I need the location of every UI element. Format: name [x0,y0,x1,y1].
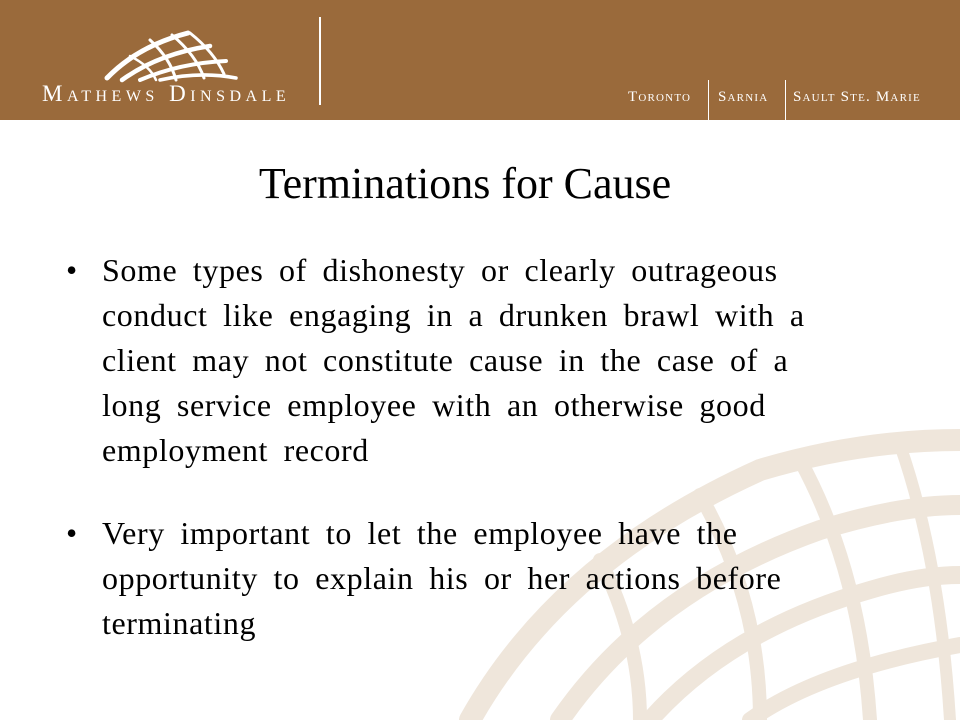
location-separator [785,80,786,120]
brand-name: Mathews Dinsdale [42,81,291,106]
bullet-dot-icon: • [66,252,78,288]
bullet-dot-icon: • [66,515,78,551]
bullet-line: client may not constitute cause in the case of a [102,342,789,378]
brand-divider [319,17,321,105]
location-sarnia: Sarnia [718,89,769,105]
location-toronto: Toronto [628,89,692,105]
bullet-text [102,248,805,473]
bullet-line: Very important to let the employee have the [102,515,738,551]
bullet-line: conduct like engaging in a drunken brawl with a [102,297,805,333]
location-separator [708,80,709,120]
header-band [0,0,960,120]
bullet-line: terminating [102,605,257,641]
slide-title: Terminations for Cause [258,159,672,208]
bullet-line: employment record [102,432,369,468]
bullet-line: Some types of dishonesty or clearly outrageous [102,252,778,288]
bullet-text [102,511,781,646]
bullet-line: long service employee with an otherwise good [102,387,766,423]
location-sault-ste-marie: Sault Ste. Marie [793,89,921,105]
bullet-line: opportunity to explain his or her actions before [102,560,782,596]
